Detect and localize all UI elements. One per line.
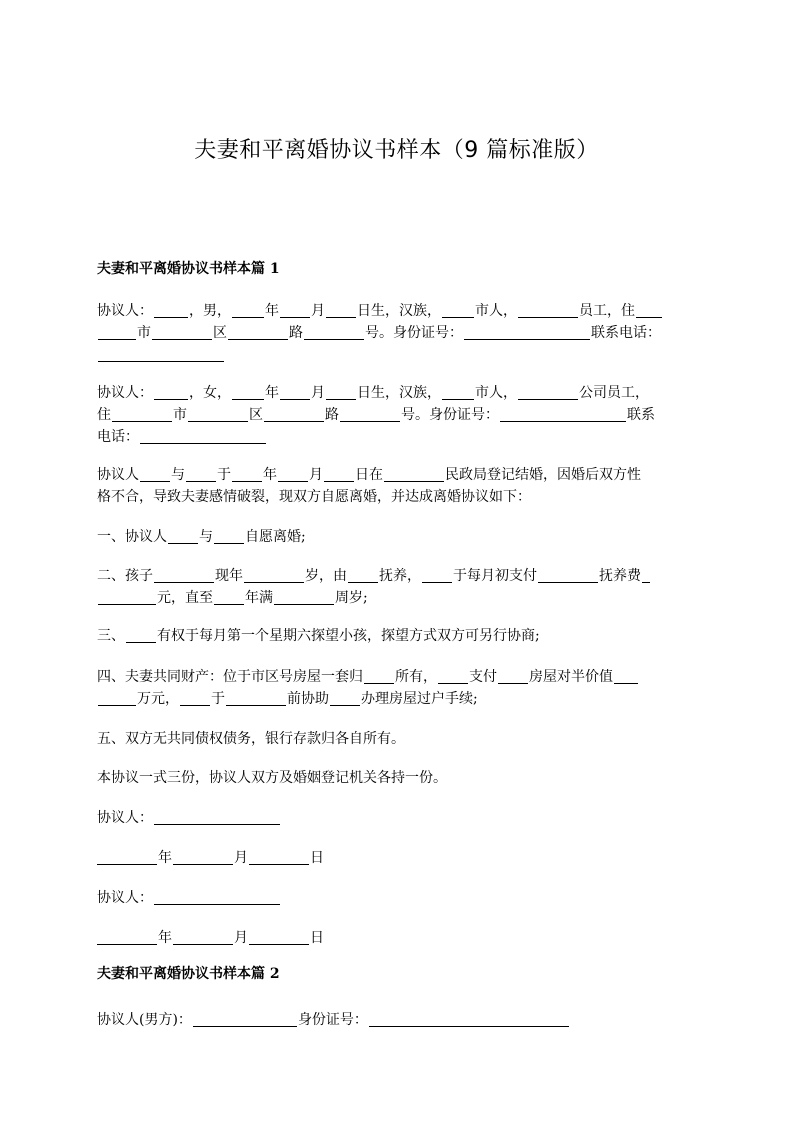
blank-field[interactable] [244, 567, 304, 583]
blank-field[interactable] [98, 346, 224, 362]
blank-field[interactable] [112, 406, 172, 422]
blank-field[interactable] [232, 466, 262, 482]
blank-field[interactable] [518, 384, 578, 400]
blank-field[interactable] [168, 528, 198, 544]
blank-field[interactable] [348, 567, 378, 583]
clause-1: 一、协议人 与 自愿离婚; [97, 529, 306, 545]
blank-field[interactable] [264, 406, 324, 422]
blank-field[interactable] [232, 384, 264, 400]
month-field[interactable] [173, 849, 233, 865]
blank-field[interactable] [498, 668, 528, 684]
day-field[interactable] [249, 849, 309, 865]
blank-field[interactable] [518, 302, 578, 318]
signature-line-1: 协议人： [97, 807, 697, 829]
blank-field[interactable] [152, 324, 212, 340]
blank-field[interactable] [538, 567, 598, 583]
copies-statement: 本协议一式三份，协议人双方及婚姻登记机关各持一份。 [97, 770, 447, 786]
signature-line-2: 协议人： [97, 887, 697, 909]
year-field[interactable] [97, 929, 157, 945]
party-1-paragraph: 协议人： ，男， 年 月 日生，汉族， 市人， 员工，住 市 区 路 号。身份证号： 联系电话： [97, 300, 697, 366]
blank-field[interactable] [154, 302, 188, 318]
blank-field[interactable] [98, 690, 136, 706]
blank-field[interactable] [340, 406, 400, 422]
blank-field[interactable] [228, 324, 288, 340]
blank-field[interactable] [330, 690, 360, 706]
document-title: 夫妻和平离婚协议书样本（9 篇标准版） [194, 138, 599, 163]
blank-field[interactable] [326, 302, 356, 318]
clause-5: 五、双方无共同债权债务，银行存款归各自所有。 [97, 731, 405, 747]
month-field[interactable] [173, 929, 233, 945]
blank-field[interactable] [232, 302, 264, 318]
blank-field[interactable] [438, 668, 468, 684]
blank-field[interactable] [304, 324, 364, 340]
blank-field[interactable] [188, 406, 248, 422]
clause-2: 二、孩子 现年 岁，由 抚养， 于每月初支付 抚养费 元，直至 年满 周岁; [97, 565, 697, 609]
blank-field[interactable] [280, 384, 310, 400]
blank-field[interactable] [226, 690, 286, 706]
blank-field[interactable] [442, 384, 474, 400]
blank-field[interactable] [154, 384, 188, 400]
blank-field[interactable] [384, 466, 444, 482]
blank-field[interactable] [636, 302, 662, 318]
blank-field[interactable] [642, 567, 650, 583]
blank-field[interactable] [464, 324, 590, 340]
section-2-party-line: 协议人(男方)： 身份证号： [97, 1009, 697, 1031]
blank-field[interactable] [180, 690, 210, 706]
blank-field[interactable] [422, 567, 452, 583]
section-2-heading: 夫妻和平离婚协议书样本篇 2 [97, 966, 280, 982]
blank-field[interactable] [614, 668, 638, 684]
blank-field[interactable] [126, 627, 156, 643]
day-field[interactable] [249, 929, 309, 945]
blank-field[interactable] [214, 589, 244, 605]
blank-field[interactable] [364, 668, 394, 684]
clause-4: 四、夫妻共同财产：位于市区号房屋一套归 所有， 支付 房屋对半价值 万元， 于 前协助 办理房屋过户手续; [97, 666, 697, 710]
blank-field[interactable] [98, 589, 156, 605]
blank-field[interactable] [98, 324, 136, 340]
blank-field[interactable] [154, 567, 214, 583]
year-field[interactable] [97, 849, 157, 865]
blank-field[interactable] [442, 302, 474, 318]
clause-3: 三、 有权于每月第一个星期六探望小孩，探望方式双方可另行协商; [97, 628, 540, 644]
blank-field[interactable] [140, 428, 266, 444]
blank-field[interactable] [274, 589, 334, 605]
blank-field[interactable] [186, 466, 216, 482]
blank-field[interactable] [280, 302, 310, 318]
blank-field[interactable] [214, 528, 244, 544]
party-2-paragraph: 协议人： ，女， 年 月 日生，汉族， 市人， 公司员工， 住 市 区 路 号。身份证号： 联系 电话： [97, 385, 655, 445]
blank-field[interactable] [500, 406, 626, 422]
blank-field[interactable] [324, 466, 354, 482]
marriage-registration-paragraph: 协议人 与 于 年 月 日在 民政局登记结婚，因婚后双方性 格不合，导致夫妻感情破裂，现双方自愿离婚，并达成离婚协议如下： [97, 467, 641, 505]
signature-field[interactable] [154, 889, 280, 905]
blank-field[interactable] [278, 466, 308, 482]
date-line-2: 年 月 日 [97, 927, 697, 949]
blank-field[interactable] [140, 466, 170, 482]
id-number-field[interactable] [369, 1011, 569, 1027]
section-1-heading: 夫妻和平离婚协议书样本篇 1 [97, 261, 280, 277]
date-line-1: 年 月 日 [97, 847, 697, 869]
blank-field[interactable] [193, 1011, 297, 1027]
blank-field[interactable] [326, 384, 356, 400]
signature-field[interactable] [154, 809, 280, 825]
